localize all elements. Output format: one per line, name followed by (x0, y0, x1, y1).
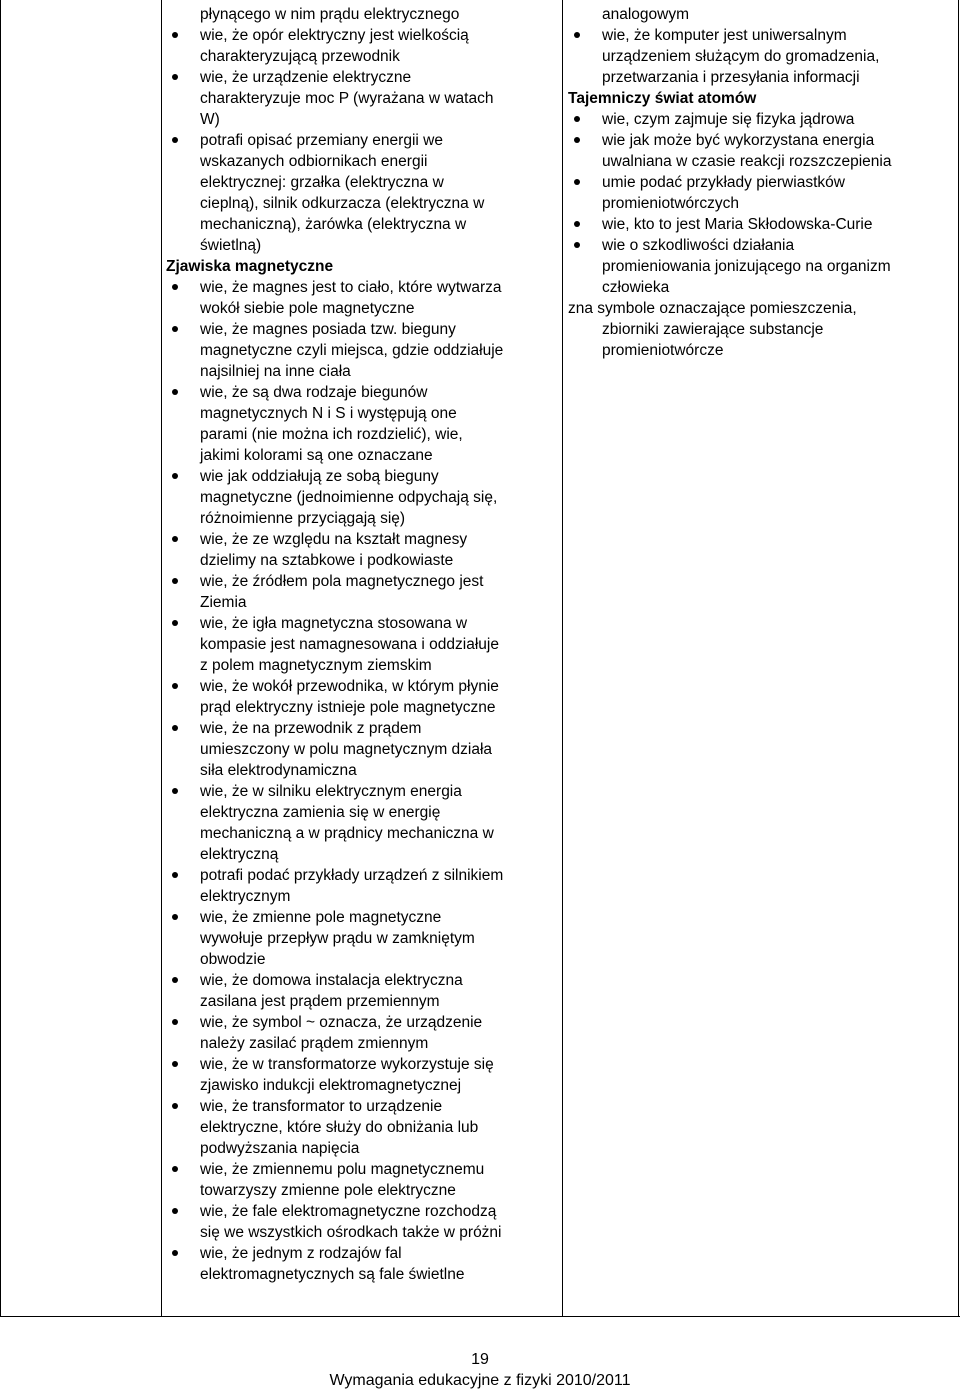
bullet-dot-icon (172, 74, 178, 80)
plain-text-line: zbiorniki zawierające substancje (602, 321, 824, 338)
bullet-dot-icon (172, 1250, 178, 1256)
bullet-dot-icon (172, 914, 178, 920)
bullet-dot-icon (574, 221, 580, 227)
bullet-text-line: wie, że zmiennemu polu magnetycznemu (200, 1161, 485, 1178)
bullet-text-line: potrafi podać przykłady urządzeń z silnikiem (200, 867, 504, 884)
bullet-text-line: wie, czym zajmuje się fizyka jądrowa (602, 111, 855, 128)
bullet-dot-icon (172, 32, 178, 38)
bullet-item (166, 571, 558, 613)
bullet-text-line: promieniowania jonizującego na organizm (602, 258, 891, 275)
bullet-item (166, 1243, 558, 1285)
bullet-text-line: promieniotwórczych (602, 195, 739, 212)
bullet-item (166, 277, 558, 319)
bullet-text-line: wie, kto to jest Maria Skłodowska-Curie (602, 216, 873, 233)
bullet-text-line: magnetyczne (jednoimienne odpychają się, (200, 489, 498, 506)
table-border-bottom (0, 1316, 960, 1317)
bullet-item (568, 25, 956, 88)
bullet-text-line: wie, że komputer jest uniwersalnym (602, 27, 847, 44)
right-column (568, 4, 956, 361)
bullet-dot-icon (172, 683, 178, 689)
bullet-dot-icon (172, 1061, 178, 1067)
bullet-text-line: magnetycznych N i S i występują one (200, 405, 457, 422)
bullet-text-line: kompasie jest namagnesowana i oddziałuje (200, 636, 499, 653)
continued-text: analogowym (602, 6, 690, 23)
bullet-text-line: jakimi kolorami są one oznaczane (200, 447, 433, 464)
continued-text: płynącego w nim prądu elektrycznego (200, 6, 460, 23)
bullet-dot-icon (172, 137, 178, 143)
bullet-text-line: towarzyszy zmienne pole elektryczne (200, 1182, 456, 1199)
bullet-item (166, 676, 558, 718)
bullet-item (166, 1096, 558, 1159)
bullet-item (166, 718, 558, 781)
bullet-text-line: uwalniana w czasie reakcji rozszczepienia (602, 153, 892, 170)
bullet-text-line: się we wszystkich ośrodkach także w próżni (200, 1224, 502, 1241)
bullet-text-line: wie jak może być wykorzystana energia (602, 132, 875, 149)
bullet-text-line: prąd elektryczny istnieje pole magnetyczne (200, 699, 496, 716)
bullet-text-line: elektryczną (200, 846, 279, 863)
bullet-text-line: wie, że opór elektryczny jest wielkością (200, 27, 469, 44)
bullet-text-line: elektrycznym (200, 888, 291, 905)
bullet-text-line: zjawisko indukcji elektromagnetycznej (200, 1077, 462, 1094)
bullet-item (166, 382, 558, 466)
bullet-dot-icon (172, 1208, 178, 1214)
bullet-text-line: Ziemia (200, 594, 247, 611)
bullet-text-line: wie, że w transformatorze wykorzystuje się (200, 1056, 494, 1073)
table-divider-1 (161, 0, 162, 1317)
bullet-item (166, 67, 558, 130)
bullet-dot-icon (172, 389, 178, 395)
bullet-item (166, 907, 558, 970)
plain-text-line: promieniotwórcze (602, 342, 724, 359)
bullet-item (166, 466, 558, 529)
bullet-text-line: człowieka (602, 279, 670, 296)
bullet-item (568, 130, 956, 172)
bullet-text-line: obwodzie (200, 951, 266, 968)
bullet-text-line: wie, że w silniku elektrycznym energia (200, 783, 462, 800)
bullet-text-line: wokół siebie pole magnetyczne (200, 300, 415, 317)
table-divider-2 (562, 0, 563, 1317)
bullet-text-line: elektromagnetycznych są fale świetlne (200, 1266, 465, 1283)
bullet-text-line: cieplną), silnik odkurzacza (elektryczna w (200, 195, 485, 212)
bullet-text-line: świetlną) (200, 237, 262, 254)
bullet-text-line: umie podać przykłady pierwiastków (602, 174, 845, 191)
bullet-text-line: potrafi opisać przemiany energii we (200, 132, 443, 149)
bullet-dot-icon (172, 578, 178, 584)
bullet-dot-icon (574, 242, 580, 248)
bullet-text-line: wie, że wokół przewodnika, w którym płynie (200, 678, 499, 695)
table-border-left (0, 0, 1, 1317)
bullet-text-line: magnetyczne czyli miejsca, gdzie oddziałuje (200, 342, 504, 359)
page-number: 19 (471, 1351, 489, 1368)
bullet-text-line: wie, że domowa instalacja elektryczna (200, 972, 463, 989)
bullet-text-line: elektryczna zamienia się w energię (200, 804, 441, 821)
bullet-item (166, 529, 558, 571)
bullet-dot-icon (172, 326, 178, 332)
bullet-text-line: wie, że źródłem pola magnetycznego jest (200, 573, 484, 590)
bullet-text-line: urządzeniem służącym do gromadzenia, (602, 48, 880, 65)
bullet-text-line: wie, że urządzenie elektryczne (200, 69, 412, 86)
bullet-text-line: charakteryzuje moc P (wyrażana w watach (200, 90, 494, 107)
bullet-text-line: wie o szkodliwości działania (602, 237, 795, 254)
bullet-text-line: wie, że na przewodnik z prądem (200, 720, 422, 737)
bullet-item (568, 235, 956, 298)
bullet-text-line: elektryczne, które służy do obniżania lub (200, 1119, 479, 1136)
bullet-item (166, 319, 558, 382)
bullet-text-line: W) (200, 111, 220, 128)
bullet-dot-icon (172, 977, 178, 983)
bullet-text-line: wie, że fale elektromagnetyczne rozchodzą (200, 1203, 497, 1220)
bullet-item (166, 970, 558, 1012)
bullet-dot-icon (172, 1019, 178, 1025)
bullet-text-line: wie, że ze względu na kształt magnesy (200, 531, 468, 548)
bullet-text-line: przetwarzania i przesyłania informacji (602, 69, 860, 86)
bullet-item (166, 130, 558, 256)
bullet-text-line: charakteryzującą przewodnik (200, 48, 400, 65)
bullet-dot-icon (172, 725, 178, 731)
bullet-item (166, 781, 558, 865)
section-heading: Tajemniczy świat atomów (568, 90, 757, 107)
bullet-text-line: elektrycznej: grzałka (elektryczna w (200, 174, 444, 191)
bullet-text-line: najsilniej na inne ciała (200, 363, 351, 380)
bullet-item (166, 1201, 558, 1243)
bullet-dot-icon (172, 620, 178, 626)
bullet-text-line: zasilana jest prądem przemiennym (200, 993, 440, 1010)
bullet-text-line: siła elektrodynamiczna (200, 762, 357, 779)
bullet-dot-icon (172, 1166, 178, 1172)
footer-title: Wymagania edukacyjne z fizyki 2010/2011 (329, 1372, 631, 1389)
bullet-item (166, 25, 558, 67)
bullet-dot-icon (574, 179, 580, 185)
bullet-text-line: umieszczony w polu magnetycznym działa (200, 741, 493, 758)
bullet-item (166, 1159, 558, 1201)
bullet-text-line: wie, że transformator to urządzenie (200, 1098, 443, 1115)
bullet-item (568, 172, 956, 214)
bullet-text-line: wie, że symbol ~ oznacza, że urządzenie (200, 1014, 483, 1031)
bullet-dot-icon (172, 788, 178, 794)
bullet-text-line: parami (nie można ich rozdzielić), wie, (200, 426, 463, 443)
plain-text-line: zna symbole oznaczające pomieszczenia, (568, 300, 857, 317)
bullet-text-line: należy zasilać prądem zmiennym (200, 1035, 429, 1052)
bullet-item (568, 109, 956, 130)
section-heading: Zjawiska magnetyczne (166, 258, 334, 275)
bullet-dot-icon (574, 137, 580, 143)
bullet-text-line: wskazanych odbiornikach energii (200, 153, 428, 170)
bullet-item (166, 613, 558, 676)
bullet-text-line: wie, że magnes posiada tzw. bieguny (200, 321, 456, 338)
bullet-text-line: mechaniczną a w prądnicy mechaniczna w (200, 825, 494, 842)
bullet-item (166, 1012, 558, 1054)
bullet-text-line: wie jak oddziałują ze sobą bieguny (200, 468, 439, 485)
bullet-text-line: mechaniczną), żarówka (elektryczna w (200, 216, 467, 233)
bullet-dot-icon (574, 116, 580, 122)
bullet-text-line: wie, że są dwa rodzaje biegunów (200, 384, 428, 401)
bullet-text-line: wywołuje przepływ prądu w zamkniętym (200, 930, 475, 947)
bullet-text-line: dzielimy na sztabkowe i podkowiaste (200, 552, 454, 569)
bullet-dot-icon (172, 473, 178, 479)
left-column (166, 4, 558, 1285)
bullet-dot-icon (172, 1103, 178, 1109)
bullet-dot-icon (172, 284, 178, 290)
bullet-text-line: podwyższania napięcia (200, 1140, 360, 1157)
bullet-text-line: różnoimienne przyciągają się) (200, 510, 406, 527)
bullet-text-line: wie, że jednym z rodzajów fal (200, 1245, 402, 1262)
bullet-item (568, 214, 956, 235)
bullet-dot-icon (172, 872, 178, 878)
bullet-text-line: wie, że zmienne pole magnetyczne (200, 909, 442, 926)
bullet-item (166, 865, 558, 907)
bullet-item (166, 1054, 558, 1096)
bullet-dot-icon (574, 32, 580, 38)
table-border-right (958, 0, 959, 1317)
bullet-text-line: wie, że magnes jest to ciało, które wytwarza (200, 279, 502, 296)
bullet-text-line: z polem magnetycznym ziemskim (200, 657, 432, 674)
bullet-text-line: wie, że igła magnetyczna stosowana w (200, 615, 468, 632)
bullet-dot-icon (172, 536, 178, 542)
